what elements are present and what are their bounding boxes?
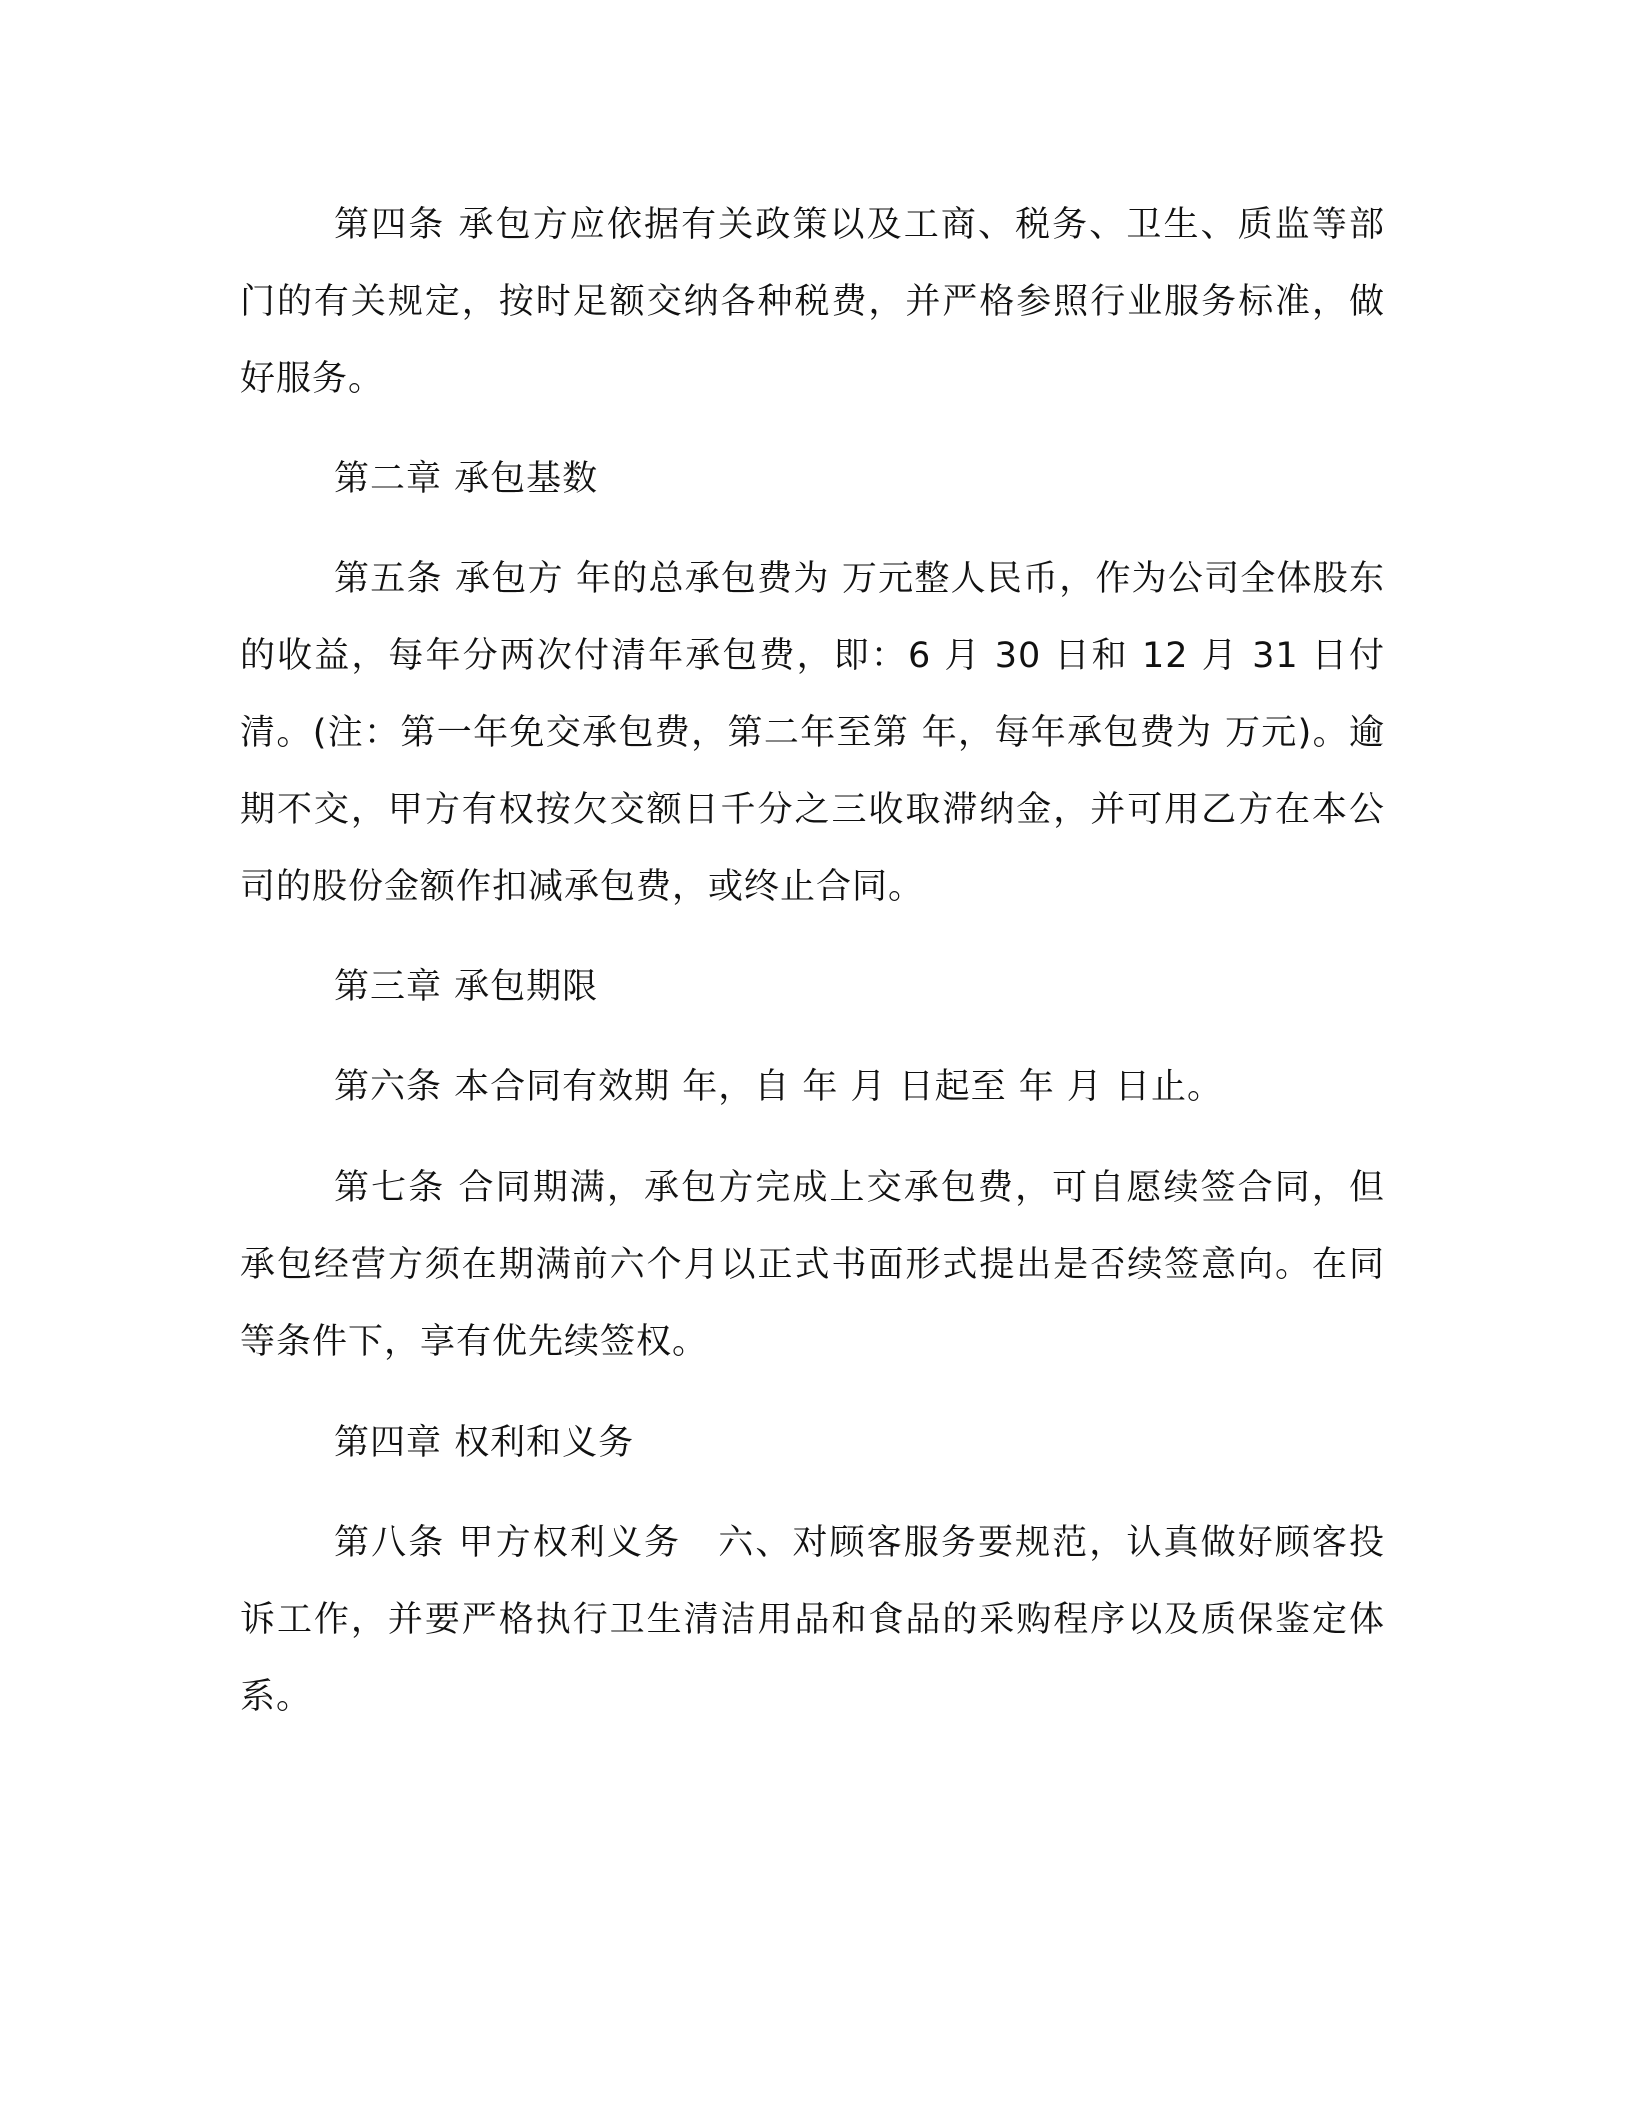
chapter-3-heading: 第三章 承包期限 [334, 967, 599, 1007]
article-5-paragraph: 第五条 承包方 年的总承包费为 万元整人民币，作为公司全体股东的收益，每年分两次付清年承包费，即：6 月 30 日和 12 月 31 日付清。(注：第一年免交承包费，第二年至第 年，每年承包费为 万元)。逾期不交，甲方有权按欠交额日千分之三收取滞纳金，并可用乙方在本公司的股份金额作扣减承包费，或终止合同。 [240, 559, 1385, 907]
chapter-4-heading: 第四章 权利和义务 [334, 1423, 635, 1463]
article-4-paragraph: 第四条 承包方应依据有关政策以及工商、税务、卫生、质监等部门的有关规定，按时足额交纳各种税费，并严格参照行业服务标准，做好服务。 [240, 205, 1385, 399]
article-7-paragraph: 第七条 合同期满，承包方完成上交承包费，可自愿续签合同，但承包经营方须在期满前六个月以正式书面形式提出是否续签意向。在同等条件下，享有优先续签权。 [240, 1168, 1385, 1362]
document-body [240, 187, 1385, 1736]
article-8-paragraph: 第八条 甲方权利义务 六、对顾客服务要规范，认真做好顾客投诉工作，并要严格执行卫生清洁用品和食品的采购程序以及质保鉴定体系。 [240, 1523, 1385, 1717]
chapter-2-heading: 第二章 承包基数 [334, 459, 599, 499]
article-6-paragraph: 第六条 本合同有效期 年，自 年 月 日起至 年 月 日止。 [334, 1067, 1224, 1107]
